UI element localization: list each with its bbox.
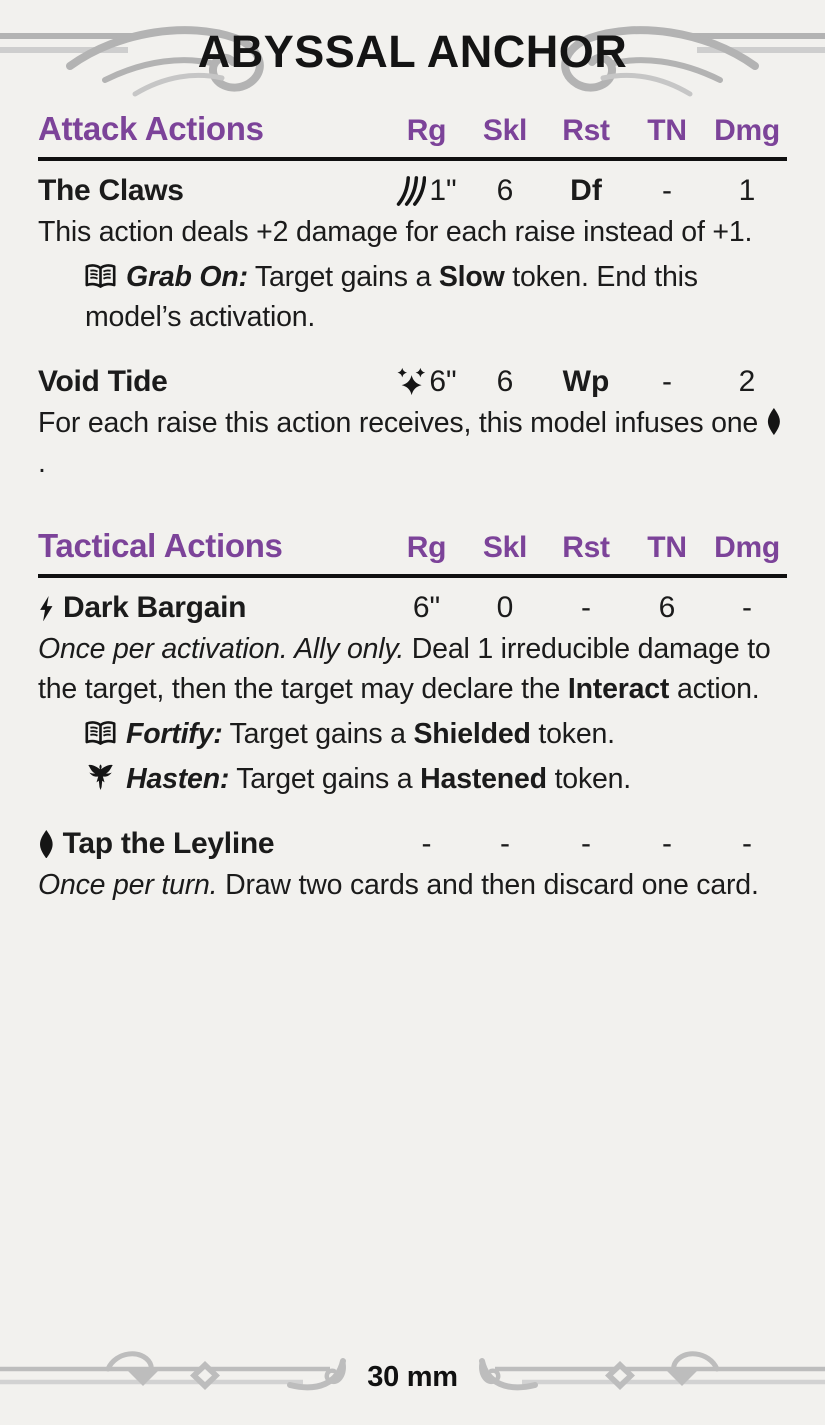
stat-rst-value: Df [570, 174, 602, 207]
stat-rg [388, 365, 465, 399]
stat-rst-value: - [581, 591, 591, 625]
action-void-tide [38, 365, 787, 484]
stat-rst-value: - [581, 827, 591, 861]
column-header-tn: TN [647, 531, 687, 565]
action-stat-row [38, 174, 787, 208]
action-stat-row [38, 365, 787, 399]
trigger-hasten: Hasten: Target gains a Hastened token. [38, 760, 787, 800]
claw-slashes-icon [396, 176, 426, 206]
stat-dmg-value: - [742, 827, 752, 861]
stat-dmg [707, 174, 787, 208]
stat-skl [465, 174, 545, 208]
column-header-dmg: Dmg [714, 531, 780, 565]
stat-rg [388, 174, 465, 208]
stat-skl [465, 827, 545, 861]
action-the-claws [38, 174, 787, 338]
action-name [38, 174, 388, 208]
book-icon [85, 720, 116, 746]
action-stat-row [38, 827, 787, 861]
stat-dmg [707, 591, 787, 625]
stat-tn [627, 827, 707, 861]
stat-tn-value: - [662, 827, 672, 861]
stat-rg-value: 1" [429, 174, 457, 207]
action-dark-bargain [38, 591, 787, 800]
stat-tn [627, 365, 707, 399]
base-size-label: 30 mm [367, 1361, 458, 1393]
trigger-name: Hasten: [126, 763, 230, 796]
action-stat-row [38, 591, 787, 625]
action-name-text: The Claws [38, 174, 184, 207]
stat-skl-value: 0 [496, 591, 514, 625]
stat-rg-value: - [421, 827, 432, 861]
stat-skl-value: 6 [496, 364, 514, 398]
section-divider [38, 574, 787, 578]
action-name [38, 591, 388, 625]
raven-icon [85, 763, 116, 792]
book-icon [85, 263, 116, 289]
stat-rst [545, 827, 627, 861]
stat-rg-value: 6" [429, 364, 457, 398]
column-header-rg: Rg [406, 114, 447, 147]
trigger-grab-on: Grab On: Target gains a Slow token. End this model’s activation. [85, 260, 698, 333]
column-header-tn: TN [647, 114, 687, 147]
trigger-fortify: Fortify: Target gains a Shielded token. [38, 715, 787, 755]
action-description: Once per activation. Ally only. Deal 1 irreducible damage to the target, then the target may declare the Interact action. [38, 633, 771, 706]
stat-rg [388, 591, 465, 625]
action-section-attack-actions [38, 110, 787, 483]
stat-rst [545, 591, 627, 625]
stat-tn-value: - [662, 174, 672, 207]
stat-dmg [707, 827, 787, 861]
column-header-rg: Rg [406, 531, 447, 565]
stat-dmg-value: 1 [738, 174, 756, 207]
stat-skl [465, 591, 545, 625]
soulstone-icon [766, 408, 782, 435]
action-name-text: Tap the Leyline [62, 827, 275, 861]
stat-skl-value: 6 [496, 174, 514, 207]
stat-skl [465, 365, 545, 399]
stat-dmg-value: 2 [738, 364, 756, 398]
column-header-skl: Skl [482, 531, 528, 565]
stat-rst-value: Wp [562, 364, 610, 398]
action-section-tactical-actions [38, 527, 787, 905]
action-name [38, 365, 388, 399]
trigger-name: Fortify: [125, 718, 223, 751]
column-header-rst: Rst [562, 114, 610, 147]
section-header-row [38, 110, 787, 148]
action-name-text: Void Tide [38, 364, 168, 398]
column-header-rst: Rst [562, 531, 610, 565]
action-tap-the-leyline [38, 827, 787, 906]
section-title: Attack Actions [38, 110, 264, 147]
stat-tn [627, 174, 707, 208]
card-footer [0, 1345, 825, 1415]
trigger-name: Grab On: [125, 260, 248, 293]
section-header-row [38, 527, 787, 565]
stat-rg-value: 6" [412, 591, 441, 625]
action-description: For each raise this action receives, this model infuses one . [38, 404, 787, 484]
column-header-dmg: Dmg [714, 114, 780, 147]
stat-tn [627, 591, 707, 625]
action-description: This action deals +2 damage for each raise instead of +1. [38, 216, 753, 248]
sparkle-icon [396, 367, 426, 397]
actions-area [0, 110, 825, 906]
section-divider [38, 157, 787, 161]
lightning-icon [38, 596, 55, 622]
card-header [0, 0, 825, 104]
stat-rst [545, 174, 627, 208]
action-name [38, 827, 388, 861]
stat-dmg-value: - [742, 591, 752, 625]
section-title: Tactical Actions [38, 527, 283, 565]
stat-tn-value: - [662, 364, 672, 398]
stat-rg [388, 827, 465, 861]
column-header-skl: Skl [482, 114, 528, 147]
stat-tn-value: 6 [658, 591, 676, 625]
soulstone-icon [38, 830, 55, 859]
action-description: Once per turn. Draw two cards and then discard one card. [38, 869, 759, 902]
stat-dmg [707, 365, 787, 399]
action-name-text: Dark Bargain [63, 591, 247, 625]
card-title: ABYSSAL ANCHOR [197, 26, 628, 77]
stat-skl-value: - [500, 827, 510, 861]
stat-rst [545, 365, 627, 399]
